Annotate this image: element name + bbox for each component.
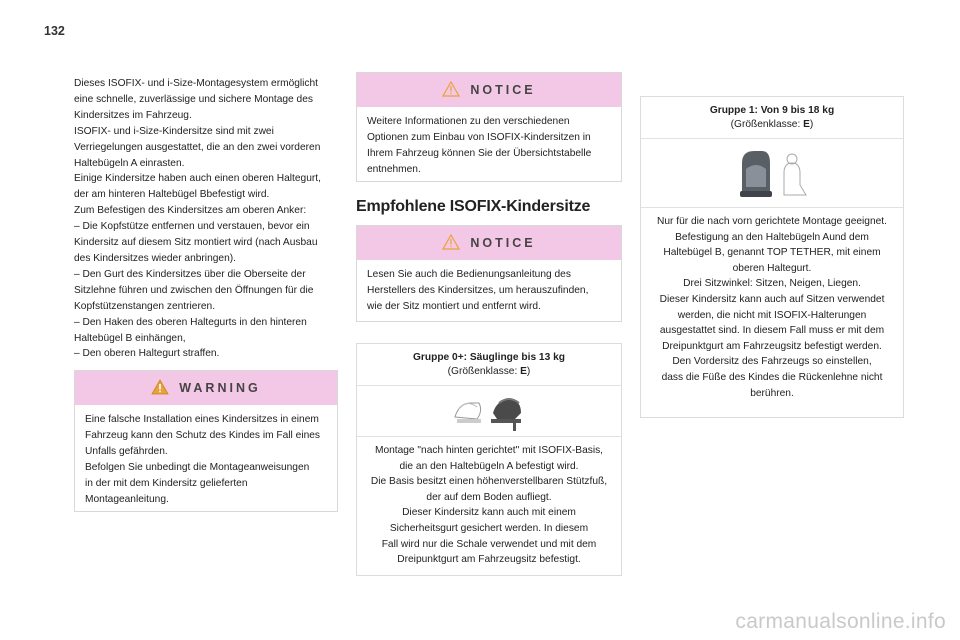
group-1-image [641,139,903,208]
warning-box [74,370,338,512]
warning-text: Eine falsche Installation eines Kindersitzes in einem Fahrzeug kann den Schutz des Kindes im Fall eines Unfalls gefährden. Befolgen Sie unbedingt die Montageanweisungen in der mit dem Kindersitz gelieferten Montageanleitung. [85,414,321,505]
group-0-image [357,386,621,437]
group-1-size-value: E [803,119,810,130]
notice-box-options [356,72,622,182]
group-1-card [640,96,904,418]
notice-text: Lesen Sie auch die Bedienungsanleitung des Herstellers des Kindersitzes, um herauszufinden, wie der Sitz montiert und entfernt wird. [367,269,589,312]
section-heading: Empfohlene ISOFIX-Kindersitze [356,198,591,215]
group-0-size-value: E [520,366,527,377]
group-0-header [357,344,621,386]
notice-box-manual [356,225,622,322]
group-1-size-suffix: ) [809,119,814,130]
forward-facing-child-seat-icon [732,145,812,201]
notice-header [357,73,621,107]
page-number: 132 [44,24,65,38]
warning-header [75,371,337,405]
notice-title: NOTICE [470,83,536,97]
notice-triangle-icon [442,234,460,253]
notice-text: Weitere Informationen zu den verschiedenen Optionen zum Einbau von ISOFIX-Kindersitzen in Ihrem Fahrzeug können Sie der Übersichtstabelle entnehmen. [367,116,592,175]
infant-carrier-isofix-base-icon [449,389,529,433]
group-0-size-prefix: (Größenklasse: [447,366,521,377]
isofix-description [74,76,336,362]
group-0-size-suffix: ) [526,366,531,377]
watermark: carmanualsonline.info [735,610,946,633]
group-1-title: Gruppe 1: Von 9 bis 18 kg [709,105,835,116]
isofix-paragraph: Dieses ISOFIX- und i-Size-Montagesystem ermöglicht eine schnelle, zuverlässige und sichere Montage des Kindersitzes im Fahrzeug. ISOFIX- und i-Size-Kindersitze sind mit zwei Verriegelungen ausgestattet, die an den zwei vorderen Haltebügeln A einrasten. Einige Kindersitze haben auch einen oberen Haltegurt, der am hinteren Haltebügel Bbefestigt wird. Zum Befestigen des Kindersitzes am oberen Anker: – Die Kopfstütze entfernen und verstauen, bevor ein Kindersitz auf diesem Sitz montiert wird (nach Ausbau des Kindersitzes wieder anbringen). – Den Gurt des Kindersitzes über die Oberseite der Sitzlehne führen und zwischen den Öffnungen für die Kopfstützenstangen zentrieren. – Den Haken des oberen Haltegurts in den hinteren Haltebügel B einhängen, – Den oberen Haltegurt straffen. [74,78,321,360]
group-0-card [356,343,622,576]
group-1-text: Nur für die nach vorn gerichtete Montage geeignet. Befestigung an den Haltebügeln Aund dem Haltebügel B, genannt TOP TETHER, mit einem oberen Haltegurt. Drei Sitzwinkel: Sitzen, Neigen, Liegen. Dieser Kindersitz kann auch auf Sitzen verwendet werden, die nicht mit ISOFIX-Halterungen ausgestattet sind. In diesem Fall muss er mit dem Dreipunktgurt am Fahrzeugsitz befestigt werden. Den Vordersitz des Fahrzeugs so einstellen, dass die Füße des Kindes die Rückenlehne nicht berühren. [657,216,887,399]
group-1-size-prefix: (Größenklasse: [730,119,804,130]
notice-triangle-icon [442,81,460,100]
notice-header [357,226,621,260]
warning-triangle-icon [151,379,169,398]
group-0-text: Montage "nach hinten gerichtet" mit ISOFIX-Basis, die an den Haltebügeln A befestigt wird. Die Basis besitzt einen höhenverstellbaren Stützfuß, der auf dem Boden aufliegt. Dieser Kindersitz kann auch mit einem Sicherheitsgurt gesichert werden. In diesem Fall wird nur die Schale verwendet und mit dem Dreipunktgurt am Fahrzeugsitz befestigt. [370,445,608,566]
warning-title: WARNING [179,381,261,395]
notice-title: NOTICE [470,236,536,250]
group-1-header [641,97,903,139]
group-0-title: Gruppe 0+: Säuglinge bis 13 kg [412,352,565,363]
